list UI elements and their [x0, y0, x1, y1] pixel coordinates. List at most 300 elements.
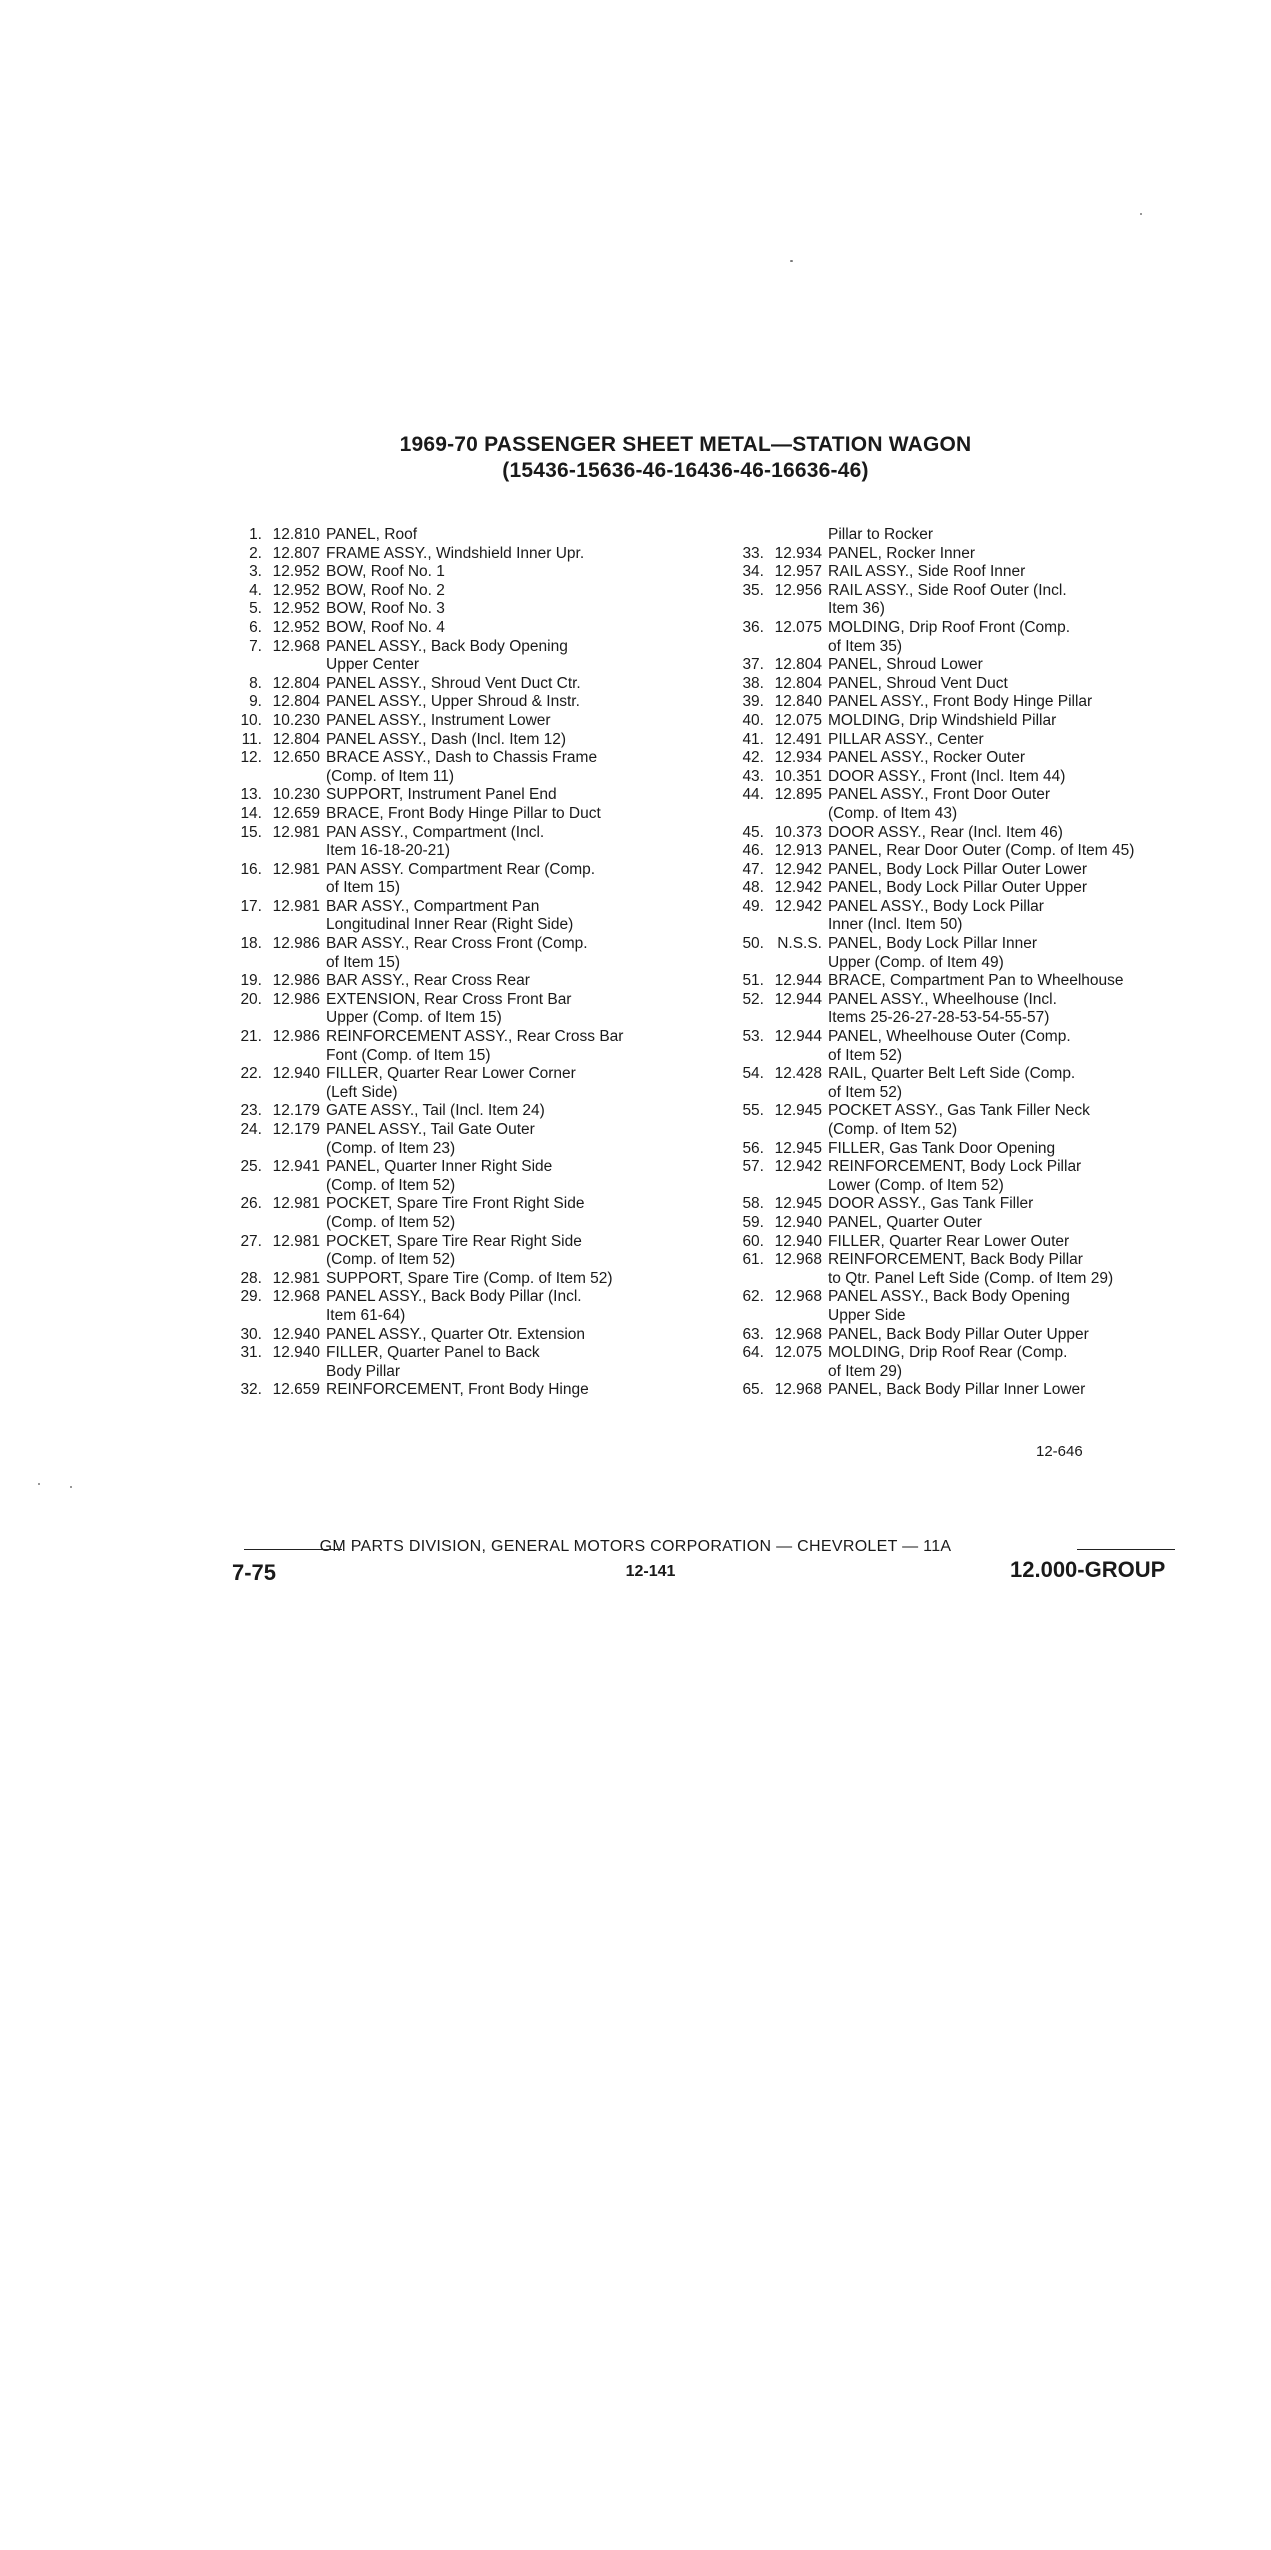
- part-description: PANEL, Wheelhouse Outer (Comp.: [828, 1028, 1071, 1046]
- parts-list-row: [734, 935, 1204, 954]
- item-number: 22.: [240, 1065, 262, 1083]
- part-description: RAIL ASSY., Side Roof Outer (Incl.: [828, 581, 1067, 599]
- part-description: POCKET, Spare Tire Front Right Side: [326, 1195, 585, 1213]
- group-code: 12.952: [272, 600, 320, 618]
- part-description: Upper Center: [326, 656, 420, 674]
- figure-reference: 12-646: [1036, 1443, 1083, 1460]
- group-code: [764, 638, 828, 657]
- group-code: 12.981: [272, 1195, 320, 1213]
- part-description: Item 16-18-20-21): [326, 842, 451, 860]
- group-code: 10.230: [272, 786, 320, 804]
- part-description: RAIL ASSY., Side Roof Inner: [828, 563, 1026, 581]
- item-number: 60.: [742, 1232, 764, 1250]
- parts-list-row: [734, 1084, 1204, 1103]
- item-number: 34.: [742, 563, 764, 581]
- part-description: PANEL, Back Body Pillar Inner Lower: [828, 1381, 1086, 1399]
- item-number: [734, 1121, 764, 1140]
- item-number: 42.: [742, 749, 764, 767]
- group-code: [764, 1177, 828, 1196]
- item-number: 6.: [249, 618, 262, 636]
- part-description: PANEL, Quarter Outer: [828, 1213, 982, 1231]
- group-code: 12.942: [774, 879, 822, 897]
- item-number: 28.: [240, 1269, 262, 1287]
- item-number: [734, 600, 764, 619]
- item-number: [232, 1177, 262, 1196]
- title-line-2: (15436-15636-46-16436-46-16636-46): [502, 459, 869, 482]
- item-number: 21.: [240, 1028, 262, 1046]
- parts-list-row: [232, 1158, 672, 1177]
- part-description: of Item 35): [828, 637, 903, 655]
- part-description: Inner (Incl. Item 50): [828, 916, 963, 934]
- item-number: [734, 1270, 764, 1289]
- part-description: POCKET ASSY., Gas Tank Filler Neck: [828, 1102, 1090, 1120]
- part-description: PANEL ASSY., Dash (Incl. Item 12): [326, 730, 567, 748]
- part-description: PANEL ASSY., Wheelhouse (Incl.: [828, 990, 1057, 1008]
- item-number: 38.: [742, 674, 764, 692]
- item-number: [232, 879, 262, 898]
- group-code: [764, 1363, 828, 1382]
- part-description: Longitudinal Inner Rear (Right Side): [326, 916, 574, 934]
- group-code: 12.968: [774, 1381, 822, 1399]
- part-description: DOOR ASSY., Front (Incl. Item 44): [828, 767, 1066, 785]
- part-description: PANEL, Back Body Pillar Outer Upper: [828, 1325, 1089, 1343]
- item-number: 35.: [742, 581, 764, 599]
- item-number: 16.: [240, 860, 262, 878]
- group-code: 12.952: [272, 618, 320, 636]
- parts-list-row: [232, 972, 672, 991]
- group-code: [764, 1307, 828, 1326]
- parts-list-row: [232, 935, 672, 954]
- part-description: PANEL, Rear Door Outer (Comp. of Item 45): [828, 842, 1135, 860]
- parts-list-row: [232, 861, 672, 880]
- footer-group: 12.000-GROUP: [1010, 1557, 1166, 1582]
- group-code: 12.945: [774, 1139, 822, 1157]
- part-description: DOOR ASSY., Rear (Incl. Item 46): [828, 823, 1063, 841]
- item-number: 54.: [742, 1065, 764, 1083]
- item-number: 40.: [742, 711, 764, 729]
- item-number: 9.: [249, 693, 262, 711]
- group-code: [764, 1270, 828, 1289]
- parts-list-row: [232, 916, 672, 935]
- part-description: REINFORCEMENT, Body Lock Pillar: [828, 1158, 1082, 1176]
- group-code: 12.934: [774, 544, 822, 562]
- parts-list-row: [734, 1102, 1204, 1121]
- group-code: [262, 768, 326, 787]
- part-description: PANEL ASSY., Tail Gate Outer: [326, 1121, 535, 1138]
- parts-list-row: [734, 1233, 1204, 1252]
- parts-list-row: [734, 1344, 1204, 1363]
- part-description: Upper (Comp. of Item 15): [326, 1009, 502, 1027]
- group-code: 12.940: [774, 1232, 822, 1250]
- group-code: 12.804: [774, 674, 822, 692]
- page-title: [0, 432, 1271, 484]
- part-description: to Qtr. Panel Left Side (Comp. of Item 29): [828, 1269, 1114, 1287]
- parts-list-row: [734, 898, 1204, 917]
- part-description: (Comp. of Item 11): [326, 767, 455, 785]
- part-description: PANEL ASSY., Upper Shroud & Instr.: [326, 693, 580, 711]
- item-number: 41.: [742, 730, 764, 748]
- item-number: [232, 1009, 262, 1028]
- item-number: 58.: [742, 1195, 764, 1213]
- part-description: PANEL, Rocker Inner: [828, 544, 976, 562]
- group-code: 12.804: [272, 693, 320, 711]
- parts-list-row: [232, 1214, 672, 1233]
- group-code: 12.945: [774, 1102, 822, 1120]
- item-number: 53.: [742, 1028, 764, 1046]
- item-number: 3.: [249, 563, 262, 581]
- item-number: 51.: [742, 972, 764, 990]
- item-number: [232, 1140, 262, 1159]
- item-number: [734, 1307, 764, 1326]
- item-number: 49.: [742, 897, 764, 915]
- parts-list-row: [734, 1047, 1204, 1066]
- group-code: 12.840: [774, 693, 822, 711]
- item-number: 48.: [742, 879, 764, 897]
- item-number: 11.: [241, 730, 262, 748]
- parts-list-row: [734, 638, 1204, 657]
- parts-list-row: [232, 526, 672, 545]
- part-description: FRAME ASSY., Windshield Inner Upr.: [326, 544, 585, 562]
- part-description: of Item 52): [828, 1083, 903, 1101]
- item-number: 65.: [742, 1381, 764, 1399]
- parts-list-row: [232, 545, 672, 564]
- item-number: 14.: [240, 804, 262, 822]
- parts-list-row: [232, 1177, 672, 1196]
- group-code: [764, 1084, 828, 1103]
- group-code: 12.968: [272, 637, 320, 655]
- parts-list-row: [734, 749, 1204, 768]
- group-code: 10.230: [272, 711, 320, 729]
- parts-list-row: [232, 1084, 672, 1103]
- group-code: 12.942: [774, 897, 822, 915]
- part-description: BAR ASSY., Rear Cross Rear: [326, 972, 530, 990]
- part-description: FILLER, Gas Tank Door Opening: [828, 1139, 1056, 1157]
- footer-page-number: 12-141: [625, 1563, 676, 1580]
- part-description: FILLER, Quarter Panel to Back: [326, 1344, 540, 1362]
- group-code: 12.986: [272, 990, 320, 1008]
- group-code: 12.986: [272, 935, 320, 953]
- group-code: 12.981: [272, 860, 320, 878]
- parts-list-row: [232, 824, 672, 843]
- item-number: 1.: [249, 526, 262, 543]
- part-description: PANEL, Shroud Lower: [828, 656, 983, 674]
- group-code: 12.807: [272, 544, 320, 562]
- item-number: 45.: [742, 823, 764, 841]
- group-code: [262, 954, 326, 973]
- item-number: 56.: [742, 1139, 764, 1157]
- group-code: [764, 805, 828, 824]
- parts-list-row: [734, 1009, 1204, 1028]
- group-code: 12.986: [272, 972, 320, 990]
- parts-list-row: [734, 656, 1204, 675]
- group-code: [262, 1251, 326, 1270]
- part-description: BRACE, Front Body Hinge Pillar to Duct: [326, 804, 601, 822]
- group-code: [262, 1363, 326, 1382]
- group-code: 12.952: [272, 581, 320, 599]
- parts-list-row: [232, 786, 672, 805]
- item-number: [232, 1084, 262, 1103]
- item-number: [232, 1047, 262, 1066]
- item-number: [232, 954, 262, 973]
- item-number: [232, 656, 262, 675]
- part-description: PANEL, Body Lock Pillar Inner: [828, 935, 1038, 953]
- group-code: 12.944: [774, 1028, 822, 1046]
- item-number: [734, 1047, 764, 1066]
- parts-list-row: [232, 582, 672, 601]
- parts-list-row: [734, 861, 1204, 880]
- part-description: (Left Side): [326, 1083, 398, 1101]
- parts-list-row: [734, 1158, 1204, 1177]
- group-code: 12.945: [774, 1195, 822, 1213]
- part-description: Upper Side: [828, 1306, 906, 1324]
- item-number: 12.: [240, 749, 262, 767]
- part-description: of Item 29): [828, 1362, 903, 1380]
- part-description: POCKET, Spare Tire Rear Right Side: [326, 1232, 582, 1250]
- item-number: 44.: [742, 786, 764, 804]
- item-number: [734, 526, 764, 545]
- part-description: of Item 15): [326, 879, 401, 897]
- group-code: 12.944: [774, 972, 822, 990]
- parts-list-row: [232, 805, 672, 824]
- item-number: 30.: [240, 1325, 262, 1343]
- parts-list-row: [734, 1214, 1204, 1233]
- part-description: SUPPORT, Spare Tire (Comp. of Item 52): [326, 1269, 613, 1287]
- group-code: 12.968: [272, 1288, 320, 1306]
- group-code: 12.940: [272, 1344, 320, 1362]
- item-number: 4.: [249, 581, 262, 599]
- part-description: (Comp. of Item 52): [326, 1251, 456, 1269]
- part-description: SUPPORT, Instrument Panel End: [326, 786, 557, 804]
- group-code: 12.428: [774, 1065, 822, 1083]
- part-description: PILLAR ASSY., Center: [828, 730, 984, 748]
- part-description: BRACE, Compartment Pan to Wheelhouse: [828, 972, 1124, 990]
- part-description: Item 61-64): [326, 1306, 406, 1324]
- parts-list-row: [734, 675, 1204, 694]
- part-description: (Comp. of Item 52): [326, 1213, 456, 1231]
- item-number: 7.: [249, 637, 262, 655]
- part-description: FILLER, Quarter Rear Lower Corner: [326, 1065, 576, 1083]
- scan-speck: [790, 260, 793, 262]
- footer-publisher: GM PARTS DIVISION, GENERAL MOTORS CORPORATION — CHEVROLET — 11A: [319, 1538, 952, 1555]
- item-number: 18.: [240, 935, 262, 953]
- group-code: N.S.S.: [777, 935, 822, 953]
- group-code: [262, 842, 326, 861]
- item-number: 64.: [742, 1344, 764, 1362]
- parts-list-row: [734, 1381, 1204, 1400]
- parts-list-row: [734, 1065, 1204, 1084]
- parts-list-row: [232, 1233, 672, 1252]
- group-code: [262, 1140, 326, 1159]
- item-number: 59.: [742, 1213, 764, 1231]
- parts-list-row: [232, 1251, 672, 1270]
- group-code: [764, 954, 828, 973]
- item-number: [734, 1177, 764, 1196]
- parts-list-row: [734, 842, 1204, 861]
- group-code: 12.968: [774, 1325, 822, 1343]
- part-description: PANEL, Body Lock Pillar Outer Lower: [828, 860, 1088, 878]
- group-code: [262, 1084, 326, 1103]
- item-number: 17.: [240, 897, 262, 915]
- group-code: 12.491: [774, 730, 822, 748]
- group-code: [764, 1009, 828, 1028]
- parts-list-row: [734, 563, 1204, 582]
- part-description: (Comp. of Item 52): [828, 1121, 958, 1138]
- part-description: GATE ASSY., Tail (Incl. Item 24): [326, 1102, 545, 1120]
- group-code: 12.981: [272, 1232, 320, 1250]
- parts-list-row: [734, 824, 1204, 843]
- parts-list-row: [734, 1177, 1204, 1196]
- group-code: 10.373: [774, 823, 822, 841]
- group-code: 12.957: [774, 563, 822, 581]
- part-description: PANEL, Quarter Inner Right Side: [326, 1158, 553, 1176]
- group-code: 12.075: [774, 1344, 822, 1362]
- group-code: 12.981: [272, 1269, 320, 1287]
- parts-list-row: [232, 693, 672, 712]
- item-number: 50.: [742, 935, 764, 953]
- group-code: [262, 916, 326, 935]
- parts-list-row: [232, 656, 672, 675]
- part-description: PANEL ASSY., Back Body Pillar (Incl.: [326, 1288, 582, 1306]
- parts-list-row: [734, 712, 1204, 731]
- part-description: (Comp. of Item 43): [828, 804, 958, 822]
- part-description: DOOR ASSY., Gas Tank Filler: [828, 1195, 1034, 1213]
- parts-list-left-column: [232, 526, 672, 1400]
- part-description: of Item 15): [326, 953, 401, 971]
- group-code: 12.659: [272, 1381, 320, 1399]
- item-number: [734, 805, 764, 824]
- item-number: [232, 1251, 262, 1270]
- parts-list-row: [734, 526, 1204, 545]
- item-number: [734, 1084, 764, 1103]
- part-description: PANEL ASSY., Back Body Opening: [828, 1288, 1070, 1306]
- item-number: 61.: [742, 1251, 764, 1269]
- parts-list-row: [232, 675, 672, 694]
- parts-list-row: [232, 991, 672, 1010]
- item-number: [232, 1214, 262, 1233]
- group-code: 12.804: [272, 674, 320, 692]
- part-description: BRACE ASSY., Dash to Chassis Frame: [326, 749, 598, 767]
- group-code: [262, 1307, 326, 1326]
- part-description: PANEL, Shroud Vent Duct: [828, 674, 1008, 692]
- parts-list-row: [232, 1047, 672, 1066]
- group-code: [262, 1047, 326, 1066]
- parts-list-row: [734, 731, 1204, 750]
- part-description: Items 25-26-27-28-53-54-55-57): [828, 1009, 1050, 1027]
- part-description: Body Pillar: [326, 1362, 401, 1380]
- group-code: 12.804: [774, 656, 822, 674]
- parts-list-row: [734, 1140, 1204, 1159]
- group-code: [764, 916, 828, 935]
- item-number: [232, 842, 262, 861]
- parts-list-row: [734, 1121, 1204, 1140]
- item-number: 29.: [240, 1288, 262, 1306]
- group-code: 12.934: [774, 749, 822, 767]
- scan-speck: [70, 1486, 72, 1488]
- item-number: 15.: [240, 823, 262, 841]
- group-code: 12.810: [272, 526, 320, 543]
- group-code: 12.913: [774, 842, 822, 860]
- item-number: 37.: [742, 656, 764, 674]
- parts-list-row: [734, 1288, 1204, 1307]
- parts-list-row: [232, 768, 672, 787]
- parts-list-row: [232, 1344, 672, 1363]
- part-description: BOW, Roof No. 3: [326, 600, 445, 618]
- item-number: 57.: [742, 1158, 764, 1176]
- group-code: [764, 600, 828, 619]
- scan-speck: [38, 1483, 40, 1485]
- group-code: 12.942: [774, 860, 822, 878]
- group-code: 12.944: [774, 990, 822, 1008]
- group-code: 12.968: [774, 1288, 822, 1306]
- group-code: 12.940: [774, 1213, 822, 1231]
- parts-list-row: [232, 898, 672, 917]
- group-code: [262, 1177, 326, 1196]
- part-description: (Comp. of Item 52): [326, 1176, 456, 1194]
- part-description: BOW, Roof No. 1: [326, 563, 445, 581]
- parts-list-row: [232, 1009, 672, 1028]
- item-number: 27.: [240, 1232, 262, 1250]
- parts-list-row: [734, 1307, 1204, 1326]
- part-description: (Comp. of Item 23): [326, 1139, 456, 1157]
- parts-list-row: [734, 1270, 1204, 1289]
- item-number: 32.: [240, 1381, 262, 1399]
- item-number: 47.: [742, 860, 764, 878]
- parts-list-row: [734, 991, 1204, 1010]
- group-code: 12.895: [774, 786, 822, 804]
- parts-list-row: [734, 1326, 1204, 1345]
- part-description: PANEL ASSY., Shroud Vent Duct Ctr.: [326, 674, 581, 692]
- parts-list-row: [734, 768, 1204, 787]
- item-number: [232, 768, 262, 787]
- parts-list-row: [232, 879, 672, 898]
- part-description: MOLDING, Drip Windshield Pillar: [828, 711, 1057, 729]
- parts-list-row: [734, 1195, 1204, 1214]
- parts-list-row: [232, 1381, 672, 1400]
- parts-list-row: [232, 600, 672, 619]
- parts-list-row: [734, 582, 1204, 601]
- item-number: 10.: [240, 711, 262, 729]
- group-code: 12.986: [272, 1028, 320, 1046]
- parts-list-row: [232, 842, 672, 861]
- parts-list-row: [734, 545, 1204, 564]
- footer-date-code: 7-75: [232, 1560, 277, 1585]
- group-code: [764, 1047, 828, 1066]
- group-code: 12.075: [774, 618, 822, 636]
- parts-list-row: [232, 1307, 672, 1326]
- parts-list-row: [232, 712, 672, 731]
- group-code: [262, 656, 326, 675]
- group-code: 12.179: [272, 1121, 320, 1138]
- part-description: PANEL ASSY., Instrument Lower: [326, 711, 551, 729]
- part-description: Pillar to Rocker: [828, 526, 934, 543]
- group-code: [764, 1121, 828, 1140]
- part-description: BOW, Roof No. 2: [326, 581, 445, 599]
- parts-list-row: [232, 1326, 672, 1345]
- parts-list-row: [232, 1065, 672, 1084]
- parts-list-row: [232, 1195, 672, 1214]
- part-description: PANEL, Body Lock Pillar Outer Upper: [828, 879, 1088, 897]
- parts-list-row: [232, 731, 672, 750]
- group-code: 12.952: [272, 563, 320, 581]
- scan-speck: [1140, 213, 1142, 215]
- part-description: BAR ASSY., Rear Cross Front (Comp.: [326, 935, 588, 953]
- item-number: [734, 638, 764, 657]
- part-description: Item 36): [828, 600, 885, 618]
- part-description: REINFORCEMENT, Front Body Hinge: [326, 1381, 589, 1399]
- part-description: PANEL ASSY., Front Door Outer: [828, 786, 1050, 804]
- item-number: [232, 1307, 262, 1326]
- item-number: 55.: [742, 1102, 764, 1120]
